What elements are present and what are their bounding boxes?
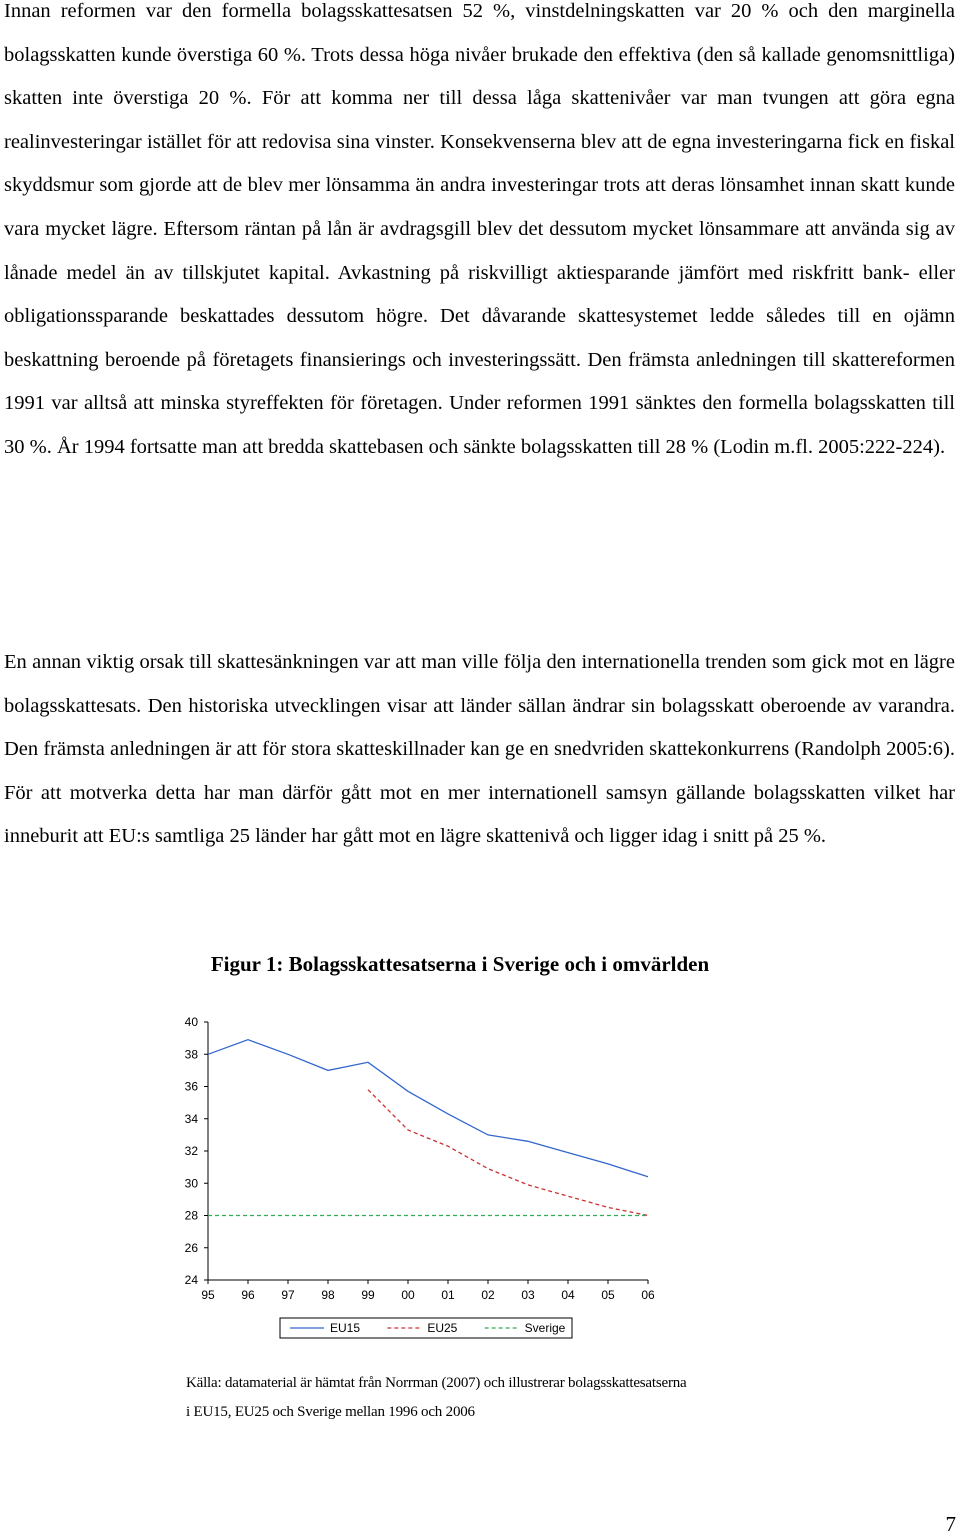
legend-label-sverige: Sverige [524, 1321, 566, 1335]
y-tick-label: 26 [184, 1240, 198, 1255]
x-tick-label: 96 [241, 1288, 255, 1302]
paragraph-2: En annan viktig orsak till skattesänkningen var att man ville följa den internationella trenden som gick mot en lägre bolagsskattesats. Den historiska utvecklingen visar att länder sällan ändrar sin bolagsskatt oberoende av varandra. Den främsta anledningen är att för stora skatteskillnader kan ge en snedvriden skattekonkurrens (Randolph 2005:6). För att motverka detta har man därför gått mot en mer internationell samsyn gällande bolagsskatten vilket har inneburit att EU:s samtliga 25 länder har gått mot en lägre skattenivå och ligger idag i snitt på 25 %. [4, 651, 955, 848]
x-tick-label: 04 [561, 1288, 575, 1302]
line-chart [150, 1008, 680, 1353]
legend-label-eu25: EU25 [427, 1321, 458, 1335]
figure-source-line-2: i EU15, EU25 och Sverige mellan 1996 och 2006 [186, 1404, 475, 1420]
y-tick-label: 38 [184, 1047, 198, 1062]
x-tick-label: 01 [441, 1288, 455, 1302]
y-tick-label: 24 [184, 1273, 198, 1287]
x-tick-label: 95 [201, 1288, 215, 1302]
chart-svg [150, 1008, 680, 1353]
figure-title: Figur 1: Bolagsskattesatserna i Sverige och i omvärlden [210, 952, 710, 976]
legend-label-eu15: EU15 [330, 1321, 361, 1335]
x-tick-label: 99 [361, 1288, 375, 1302]
x-tick-label: 97 [281, 1288, 295, 1302]
x-tick-label: 06 [641, 1288, 655, 1302]
y-tick-label: 28 [184, 1208, 198, 1223]
x-tick-label: 05 [601, 1288, 615, 1302]
y-tick-label: 40 [184, 1015, 198, 1029]
page-number: 7 [945, 1512, 956, 1536]
y-tick-label: 30 [184, 1176, 198, 1191]
y-tick-label: 36 [184, 1079, 198, 1094]
x-tick-label: 00 [401, 1288, 415, 1302]
y-tick-label: 34 [184, 1111, 198, 1126]
paragraph-1: Innan reformen var den formella bolagsskattesatsen 52 %, vinstdelningskatten var 20 % och den marginella bolagsskatten kunde överstiga 60 %. Trots dessa höga nivåer brukade den effektiva (den så kallade genomsnittliga) skatten inte överstiga 20 %. För att komma ner till dessa låga skattenivåer var man tvungen att göra egna realinvesteringar istället för att redovisa sina vinster. Konsekvenserna blev att de egna investeringarna fick en fiskal skyddsmur som gjorde att de blev mer lönsamma än andra investeringar trots att deras lönsamhet innan skatt kunde vara mycket lägre. Eftersom räntan på lån är avdragsgill blev det dessutom mycket lönsammare att använda sig av lånade medel än av tillskjutet kapital. Avkastning på riskvilligt aktiesparande jämfört med riskfritt bank- eller obligationssparande beskattades dessutom högre. Det dåvarande skattesystemet ledde således till en ojämn beskattning beroende på företagets finansierings och investeringssätt. Den främsta anledningen till skattereformen 1991 var alltså att minska styreffekten för företagen. Under reformen 1991 sänktes den formella bolagsskatten till 30 %. År 1994 fortsatte man att bredda skattebasen och sänkte bolagsskatten till 28 % (Lodin m.fl. 2005:222-224). [4, 0, 955, 458]
x-tick-label: 02 [481, 1288, 495, 1302]
y-tick-label: 32 [184, 1144, 198, 1158]
x-tick-label: 98 [321, 1288, 335, 1302]
x-tick-label: 03 [521, 1288, 535, 1302]
figure-source-line-1: Källa: datamaterial är hämtat från Norrman (2007) och illustrerar bolagsskattesatserna [186, 1375, 687, 1391]
